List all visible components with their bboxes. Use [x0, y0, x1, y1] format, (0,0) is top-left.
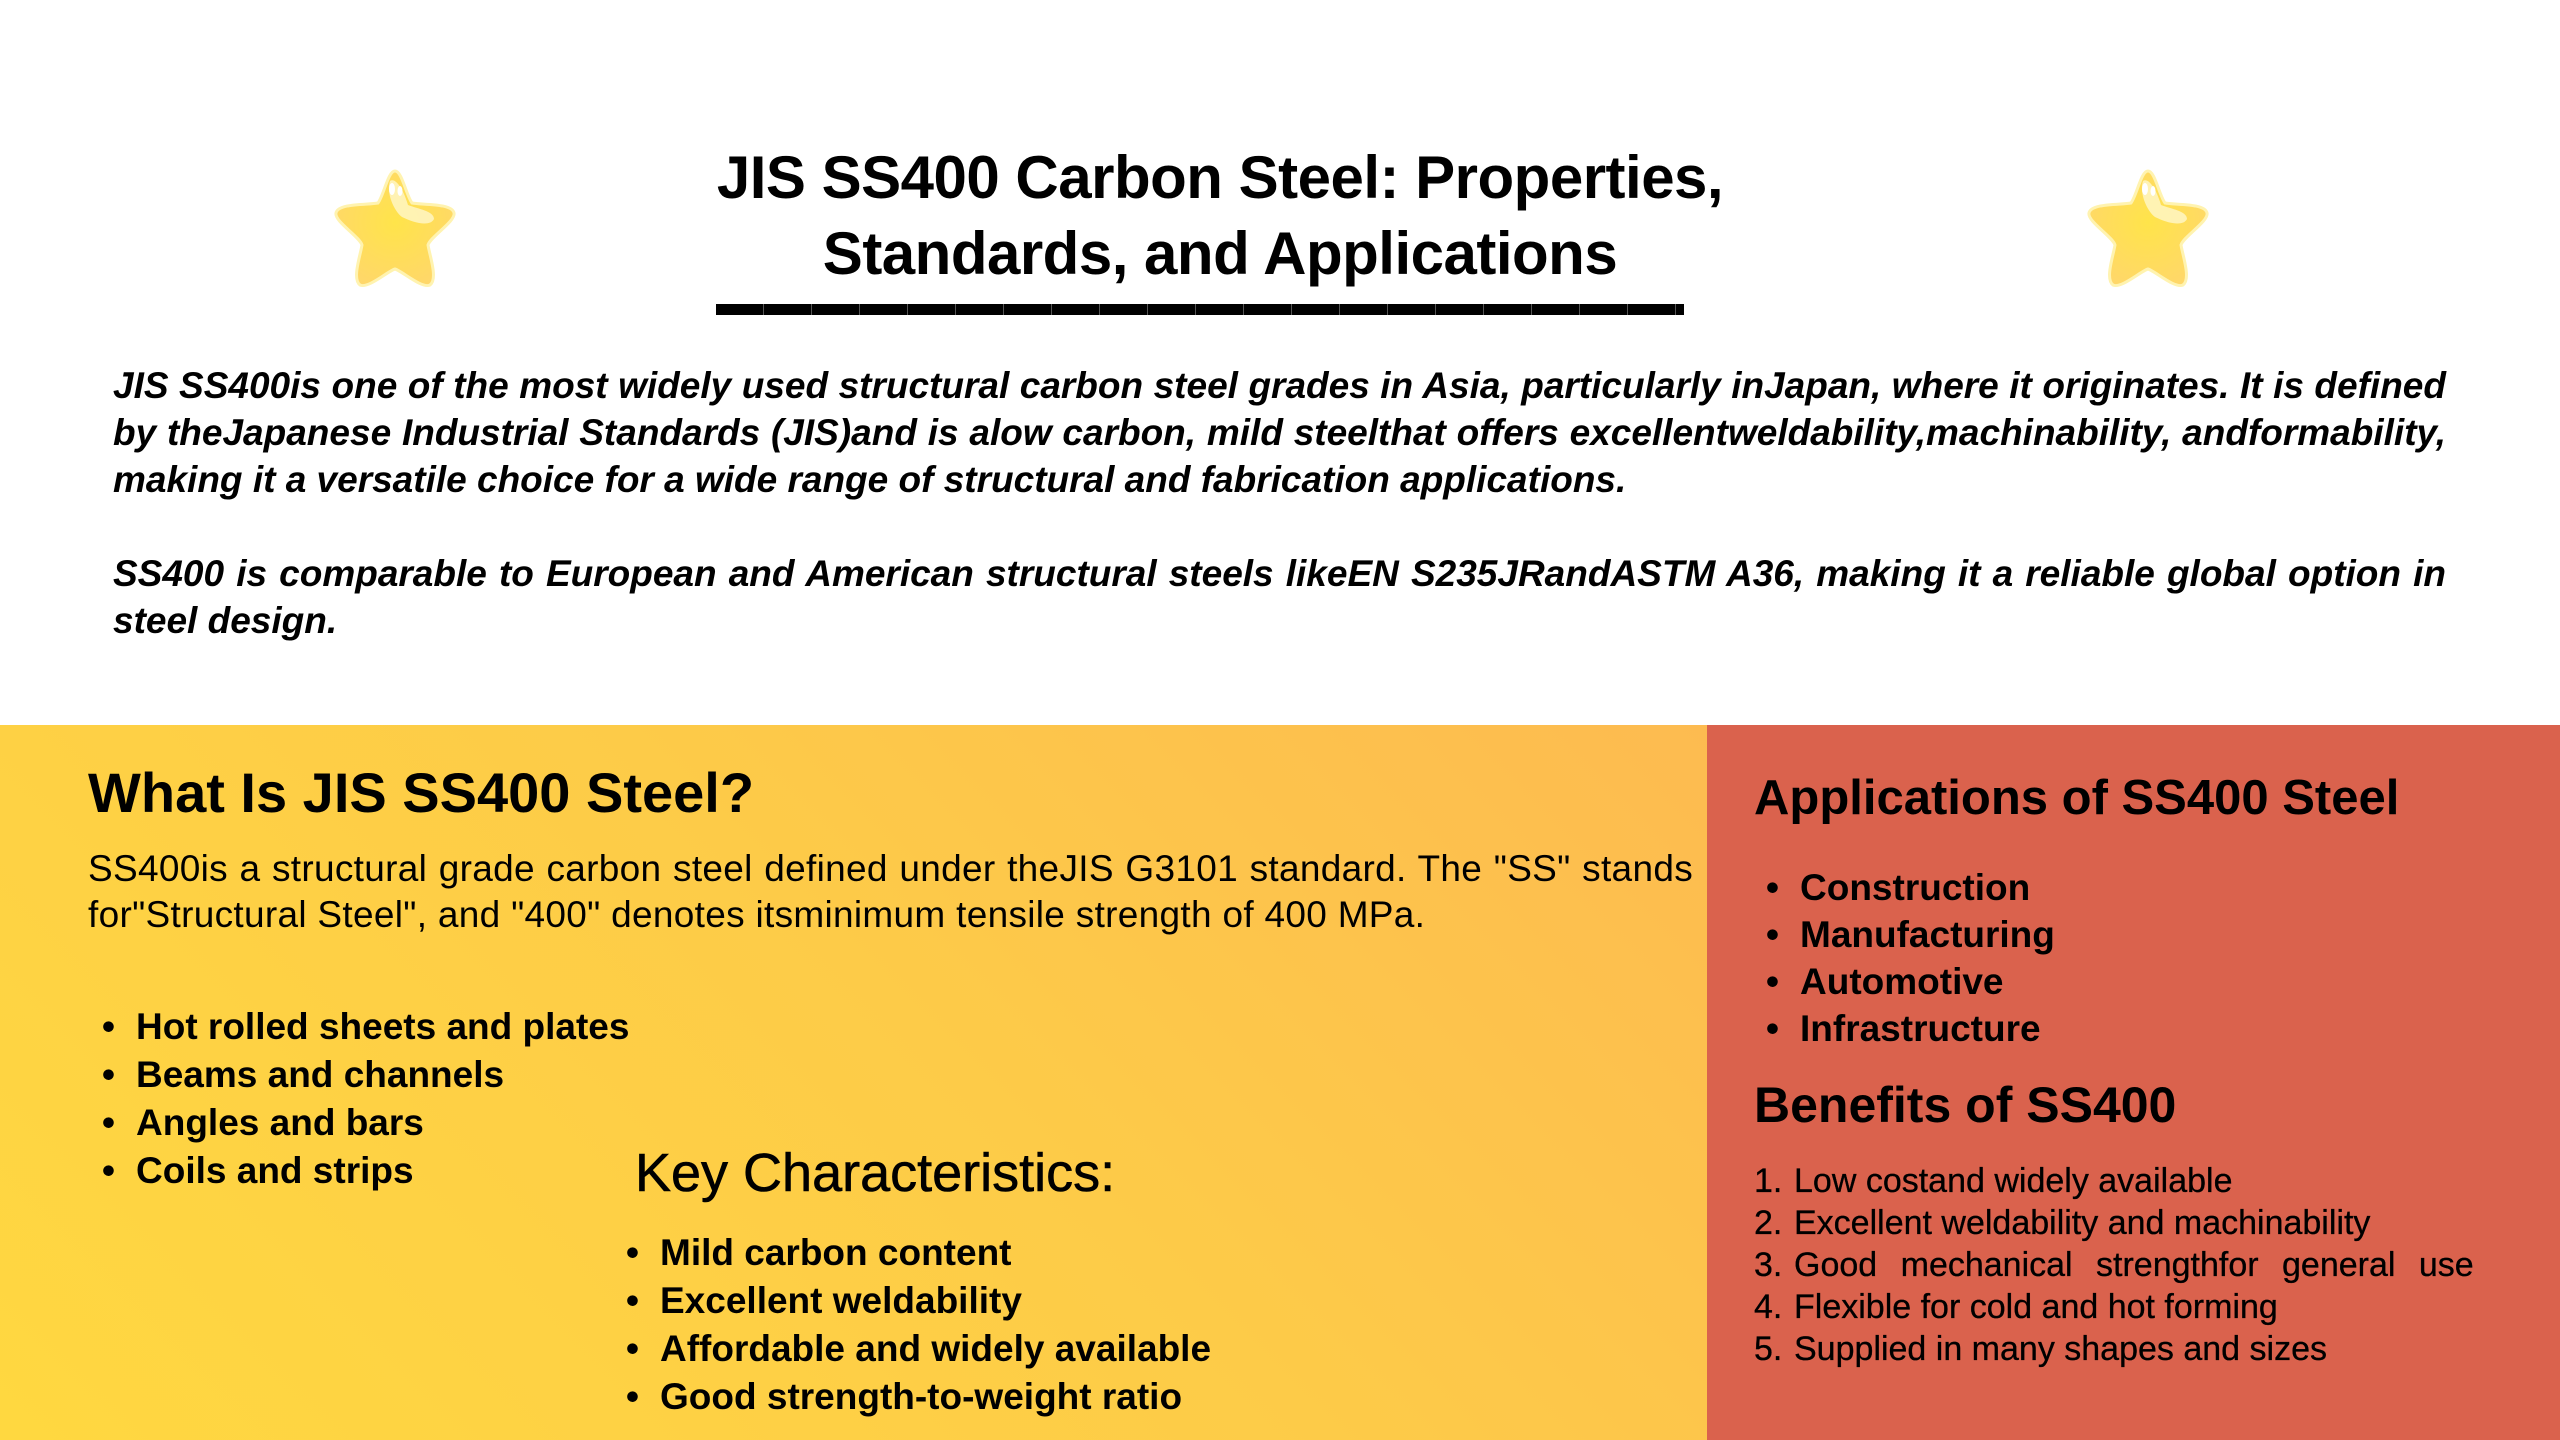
benefits-list	[1754, 1160, 2508, 1370]
bullet-icon: •	[1766, 1008, 1779, 1049]
applications-heading: Applications of SS400 Steel	[1754, 771, 2400, 825]
what-is-heading: What Is JIS SS400 Steel?	[88, 761, 755, 824]
list-item: • Excellent weldability	[660, 1277, 1211, 1325]
list-item: 3. Good mechanical strengthfor general use	[1754, 1246, 2474, 1284]
key-characteristics-heading: Key Characteristics:	[635, 1143, 1116, 1203]
list-item: • Infrastructure	[1800, 1005, 2055, 1052]
list-item: 2. Excellent weldability and machinability	[1754, 1204, 2371, 1242]
intro-section	[113, 362, 2446, 644]
list-item: • Coils and strips	[136, 1147, 629, 1195]
bullet-icon: •	[102, 1150, 115, 1191]
list-item: • Automotive	[1800, 958, 2055, 1005]
bullet-icon: •	[102, 1102, 115, 1143]
bullet-icon: •	[626, 1328, 639, 1369]
title-underline	[716, 304, 1684, 315]
list-item: • Hot rolled sheets and plates	[136, 1003, 629, 1051]
bullet-icon: •	[626, 1232, 639, 1273]
bullet-icon: •	[1766, 867, 1779, 908]
benefits-heading: Benefits of SS400	[1754, 1077, 2177, 1133]
list-number: 2.	[1754, 1204, 1783, 1242]
list-item: • Construction	[1800, 864, 2055, 911]
list-number: 5.	[1754, 1330, 1783, 1368]
list-item: • Manufacturing	[1800, 911, 2055, 958]
page-title	[560, 140, 1880, 292]
star-icon	[2083, 165, 2213, 290]
title-line-1: JIS SS400 Carbon Steel: Properties,	[716, 144, 1724, 211]
bullet-icon: •	[626, 1280, 639, 1321]
title-line-2: Standards, and Applications	[822, 220, 1618, 287]
what-is-body: SS400is a structural grade carbon steel defined under theJIS G3101 standard. The "SS" stands for"Structural Steel", and "400" denotes itsminimum tensile strength of 400 MPa.	[88, 848, 1693, 935]
list-number: 4.	[1754, 1288, 1783, 1326]
list-item: • Affordable and widely available	[660, 1325, 1211, 1373]
applications-list	[1766, 864, 2055, 1052]
list-item: • Good strength-to-weight ratio	[660, 1373, 1211, 1421]
list-item: 5. Supplied in many shapes and sizes	[1754, 1330, 2327, 1368]
list-item: 1. Low costand widely available	[1754, 1162, 2233, 1200]
product-forms-list	[102, 1003, 630, 1195]
bullet-icon: •	[1766, 961, 1779, 1002]
list-item: • Beams and channels	[136, 1051, 629, 1099]
bullet-icon: •	[102, 1054, 115, 1095]
list-number: 1.	[1754, 1162, 1783, 1200]
bullet-icon: •	[102, 1006, 115, 1047]
intro-paragraph-2: SS400 is comparable to European and American structural steels likeEN S235JRandASTM A36, making it a reliable global option in steel design.	[113, 553, 2446, 641]
list-item: • Angles and bars	[136, 1099, 629, 1147]
list-item: 4. Flexible for cold and hot forming	[1754, 1288, 2278, 1326]
key-characteristics-list	[626, 1229, 1212, 1421]
intro-paragraph-1: JIS SS400is one of the most widely used structural carbon steel grades in Asia, particularly inJapan, where it originates. It is defined by theJapanese Industrial Standards (JIS)and is alow carbon, mild steelthat offers excellentweldability,machinability, andformability, making it a versatile choice for a wide range of structural and fabrication applications.	[113, 365, 2446, 500]
list-number: 3.	[1754, 1246, 1783, 1284]
bullet-icon: •	[626, 1376, 639, 1417]
star-icon	[330, 165, 460, 290]
bullet-icon: •	[1766, 914, 1779, 955]
list-item: • Mild carbon content	[660, 1229, 1211, 1277]
